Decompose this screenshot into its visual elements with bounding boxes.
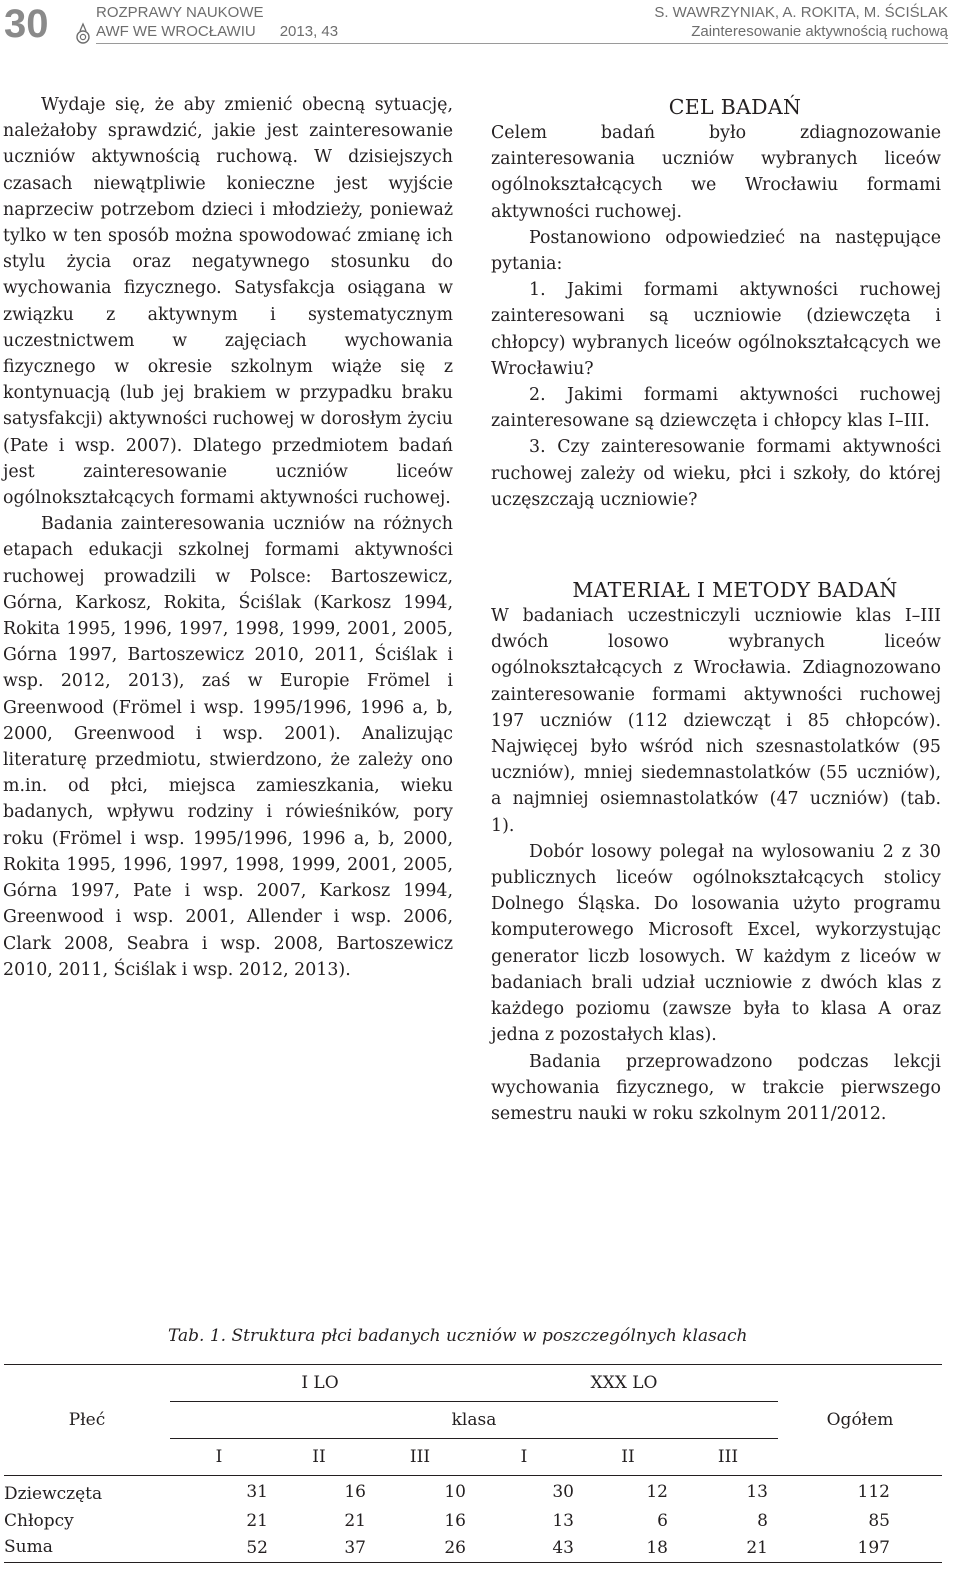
- journal-line-1: ROZPRAWY NAUKOWE: [96, 4, 264, 21]
- body-paragraph: Wydaje się, że aby zmienić obecną sytuację, należałoby sprawdzić, jakie jest zainteresowanie uczniów aktywnością ruchową. W dzisiejszych czasach niewątpliwie konieczne jest wyjście naprzeciw potrzebom dzieci i młodzieży, ponieważ tylko w ten sposób można spowodować zmianę ich stylu życia oraz negatywnego stosunku do wychowania fizycznego. Satysfakcja osiągana w związku z aktywnym i systematycznym uczestnictwem w zajęciach wychowania fizycznego w okresie szkolnym wiąże się z kontynuacją (lub jej brakiem w przypadku braku satysfakcji) aktywności ruchowej w dorosłym życiu (Pate i wsp. 2007). Dlatego przedmiotem badań jest zainteresowanie uczniów liceów ogólnokształcących formami aktywności ruchowej.: [3, 95, 453, 509]
- journal-issue: 2013, 43: [279, 23, 339, 40]
- data-table: [4, 1364, 942, 1563]
- section-heading-methods: MATERIAŁ I METODY BADAŃ: [572, 578, 898, 603]
- row-label: Chłopcy: [4, 1511, 74, 1531]
- body-paragraph: Celem badań było zdiagnozowanie zainteresowania uczniów wybranych liceów ogólnokształcących we Wrocławiu formami aktywności ruchowej.: [491, 123, 941, 222]
- research-question: 1. Jakimi formami aktywności ruchowej zainteresowani są uczniowie (dziewczęta i chłopcy) wybranych liceów ogólnokształcących we Wrocławiu?: [491, 280, 941, 379]
- header-school-2: XXX LO: [470, 1365, 778, 1402]
- table-cell: 16: [344, 1482, 366, 1502]
- research-question: 2. Jakimi formami aktywności ruchowej zainteresowane są dziewczęta i chłopcy klas I–III.: [491, 385, 941, 432]
- class-label: I: [520, 1447, 528, 1467]
- table-cell: 16: [444, 1511, 466, 1531]
- body-paragraph: Postanowiono odpowiedzieć na następujące pytania:: [491, 227, 941, 275]
- body-paragraph: Dobór losowy polegał na wylosowaniu 2 z 30 publicznych liceów ogólnokształcących stolicy Dolnego Śląska. Do losowania użyto programu komputerowego Microsoft Excel, wykorzystując generator liczb losowych. W każdym z liceów w badaniach brali udział uczniowie z dwóch klas z każdego poziomu (zawsze była to klasa A oraz jedna z pozostałych klas).: [491, 841, 941, 1046]
- table-cell: 8: [757, 1511, 768, 1531]
- header-rule: [96, 43, 948, 44]
- class-label: III: [717, 1447, 739, 1467]
- table-cell: 10: [444, 1482, 466, 1502]
- table-cell: 13: [552, 1511, 574, 1531]
- table-cell: 52: [246, 1538, 268, 1558]
- class-label: II: [312, 1447, 326, 1467]
- class-label: III: [409, 1447, 431, 1467]
- table-cell: 13: [746, 1482, 768, 1502]
- research-question: 3. Czy zainteresowanie formami aktywności ruchowej zależy od wieku, płci i szkoły, do której uczęszczają uczniowie?: [491, 437, 941, 510]
- table-cell: 21: [246, 1511, 268, 1531]
- left-column: [3, 92, 453, 983]
- table-cell: 30: [552, 1482, 574, 1502]
- header-total: Ogółem: [826, 1410, 894, 1430]
- table-cell: 43: [552, 1538, 574, 1558]
- row-label: Dziewczęta: [4, 1484, 103, 1504]
- table-row: [4, 1534, 942, 1563]
- table-cell: 12: [646, 1482, 668, 1502]
- journal-name: [96, 3, 338, 41]
- table-cell-total: 112: [857, 1482, 890, 1502]
- table-cell: 6: [657, 1511, 668, 1531]
- table-cell: 18: [646, 1538, 668, 1558]
- table-cell: 21: [344, 1511, 366, 1531]
- table-cell: 26: [444, 1538, 466, 1558]
- right-column: [491, 94, 941, 1127]
- page-number: 30: [4, 2, 49, 46]
- body-paragraph: W badaniach uczestniczyli uczniowie klas I–III dwóch losowo wybranych liceów ogólnokształcących z Wrocławia. Zdiagnozowano zainteresowanie formami aktywności ruchowej 197 uczniów (112 dziewcząt i 85 chłopców). Najwięcej było wśród nich szesnastolatków (95 uczniów), mniej siedemnastolatków (55 uczniów), a najmniej osiemnastolatków (47 uczniów) (tab. 1).: [491, 606, 941, 836]
- table-cell: 31: [246, 1482, 268, 1502]
- body-paragraph: Badania zainteresowania uczniów na różnych etapach edukacji szkolnej formami aktywności ruchowej prowadzili w Polsce: Bartoszewicz, Górna, Karkosz, Rokita, Ściślak (Karkosz 1994, Rokita 1995, 1996, 1997, 1998, 1999, 2001, 2005, Górna 1997, Bartoszewicz 2010, 2011, Ściślak i wsp. 2012, 2013), zaś w Europie Frömel i Greenwood (Frömel i wsp. 1995/1996, 1996 a, b, 2000, Greenwood i wsp. 2001). Analizując literaturę przedmiotu, stwierdzono, że zależy ono m.in. od płci, miejsca zamieszkania, wieku badanych, wpływu rodziny i rówieśników, pory roku (Frömel i wsp. 1995/1996, 1996 a, b, 2000, Rokita 1995, 1996, 1997, 1998, 1999, 2001, 2005, Górna 1997, Pate i wsp. 2007, Karkosz 1994, Greenwood i wsp. 2001, Allender i wsp. 2006, Clark 2008, Seabra i wsp. 2008, Bartoszewicz 2010, 2011, Ściślak i wsp. 2012, 2013).: [3, 514, 453, 980]
- body-paragraph: Badania przeprowadzono podczas lekcji wychowania fizycznego, w trakcie pierwszego semestru nauki w roku szkolnym 2011/2012.: [491, 1051, 941, 1124]
- table-cell-total: 197: [857, 1538, 890, 1558]
- table-caption: Tab. 1. Struktura płci badanych uczniów w poszczególnych klasach: [168, 1326, 748, 1346]
- header-school-1: I LO: [170, 1365, 470, 1402]
- table-row: [4, 1476, 942, 1509]
- table-row: [4, 1508, 942, 1534]
- table-cell-total: 85: [868, 1511, 890, 1531]
- header-plec: Płeć: [68, 1410, 106, 1430]
- class-label: II: [621, 1447, 635, 1467]
- running-header: [654, 3, 948, 41]
- header-klasa: klasa: [170, 1402, 778, 1439]
- journal-line-2-text: AWF WE WROCŁAWIU: [96, 23, 256, 40]
- class-label: I: [215, 1447, 223, 1467]
- journal-line-2: [96, 22, 338, 41]
- section-heading-cel: CEL BADAŃ: [668, 95, 802, 119]
- authors: S. WAWRZYNIAK, A. ROKITA, M. ŚCIŚLAK: [654, 4, 948, 21]
- awf-logo-icon: [74, 22, 92, 44]
- table-cell: 37: [344, 1538, 366, 1558]
- table-header-row: [4, 1365, 942, 1402]
- section-spacer: [491, 513, 941, 577]
- running-title: Zainteresowanie aktywnością ruchową: [691, 23, 948, 40]
- table-cell: 21: [746, 1538, 768, 1558]
- row-label: Suma: [4, 1537, 53, 1557]
